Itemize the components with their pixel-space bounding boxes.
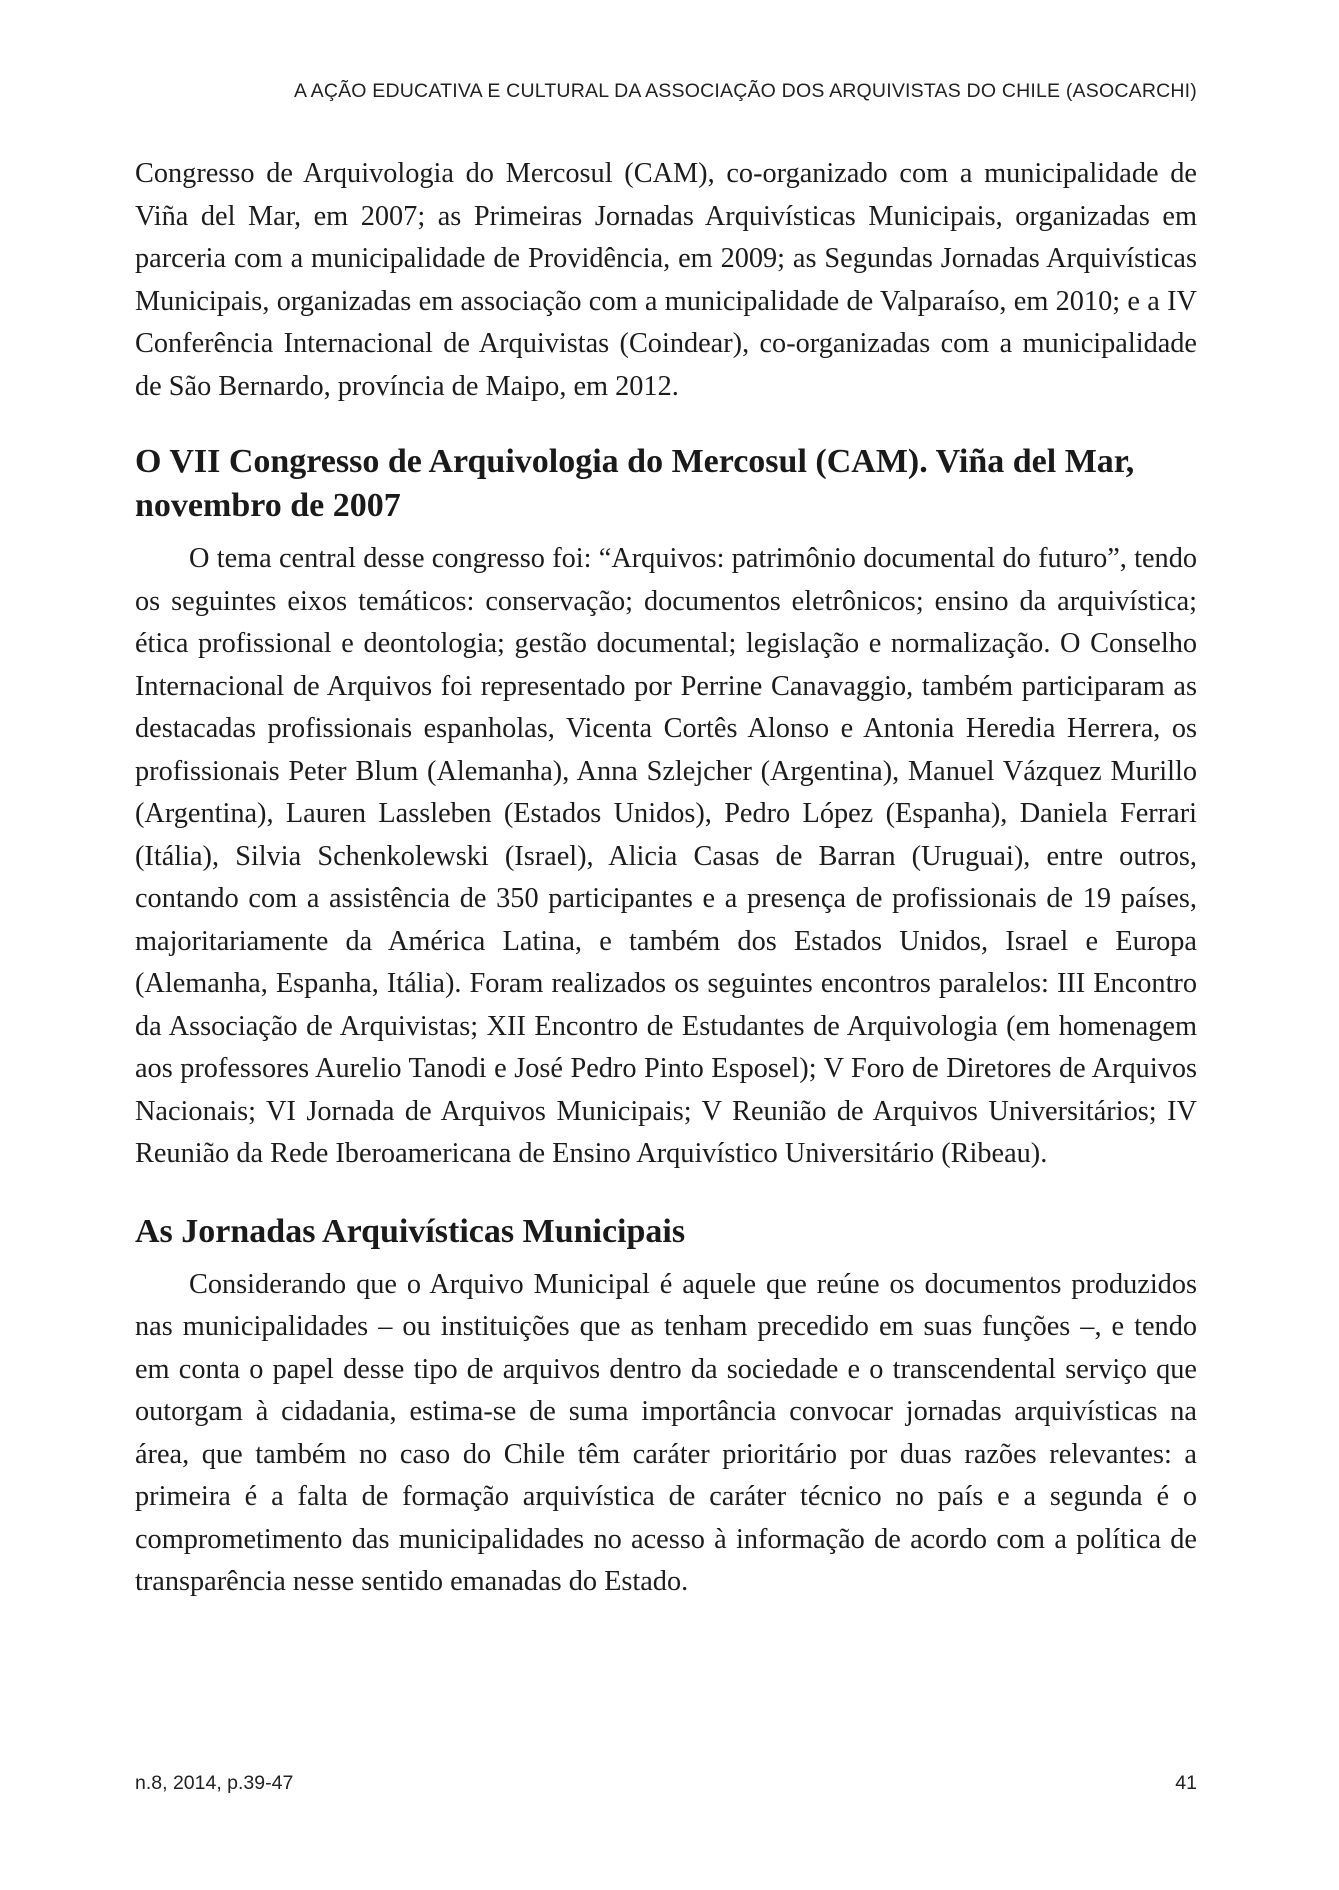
footer-citation: n.8, 2014, p.39-47 [135, 1772, 294, 1794]
section-heading: O VII Congresso de Arquivologia do Mercosul (CAM). Viña del Mar, novembro de 2007 [135, 443, 1135, 524]
body-paragraph: Considerando que o Arquivo Municipal é aquele que reúne os documentos produzidos nas municipalidades – ou instituições que as tenham precedido em suas funções –, e tendo em conta o papel desse tipo de arquivos dentro da sociedade e o transcendental serviço que outorgam à cidadania, estima-se de suma importância convocar jornadas arquivísticas na área, que também no caso do Chile têm caráter prioritário por duas razões relevantes: a primeira é a falta de formação arquivística de caráter técnico no país e a segunda é o comprometimento das municipalidades no acesso à informação de acordo com a política de transparência nesse sentido emanadas do Estado. [135, 1268, 1197, 1597]
section-heading: As Jornadas Arquivísticas Municipais [135, 1212, 686, 1250]
running-header: A AÇÃO EDUCATIVA E CULTURAL DA ASSOCIAÇÃO DOS ARQUIVISTAS DO CHILE (ASOCARCHI) [293, 80, 1197, 102]
body-paragraph: Congresso de Arquivologia do Mercosul (CAM), co-organizado com a municipalidade de Viña del Mar, em 2007; as Primeiras Jornadas Arquivísticas Municipais, organizadas em parceria com a municipalidade de Providência, em 2009; as Segundas Jornadas Arquivísticas Municipais, organizadas em associação com a municipalidade de Valparaíso, em 2010; e a IV Conferência Internacional de Arquivistas (Coindear), co-organizadas com a municipalidade de São Bernardo, província de Maipo, em 2012. [135, 158, 1197, 402]
body-paragraph: O tema central desse congresso foi: “Arquivos: patrimônio documental do futuro”, tendo os seguintes eixos temáticos: conservação; documentos eletrônicos; ensino da arquivística; ética profissional e deontologia; gestão documental; legislação e normalização. O Conselho Internacional de Arquivos foi representado por Perrine Canavaggio, também participaram as destacadas profissionais espanholas, Vicenta Cortês Alonso e Antonia Heredia Herrera, os profissionais Peter Blum (Alemanha), Anna Szlejcher (Argentina), Manuel Vázquez Murillo (Argentina), Lauren Lassleben (Estados Unidos), Pedro López (Espanha), Daniela Ferrari (Itália), Silvia Schenkolewski (Israel), Alicia Casas de Barran (Uruguai), entre outros, contando com a assistência de 350 participantes e a presença de profissionais de 19 países, majoritariamente da América Latina, e também dos Estados Unidos, Israel e Europa (Alemanha, Espanha, Itália). Foram realizados os seguintes encontros paralelos: III Encontro da Associação de Arquivistas; XII Encontro de Estudantes de Arquivologia (em homenagem aos professores Aurelio Tanodi e José Pedro Pinto Esposel); V Foro de Diretores de Arquivos Nacionais; VI Jornada de Arquivos Municipais; V Reunião de Arquivos Universitários; IV Reunião da Rede Iberoamericana de Ensino Arquivístico Universitário (Ribeau). [135, 543, 1197, 1169]
main-content [135, 153, 1197, 1604]
page-number: 41 [1175, 1772, 1197, 1794]
